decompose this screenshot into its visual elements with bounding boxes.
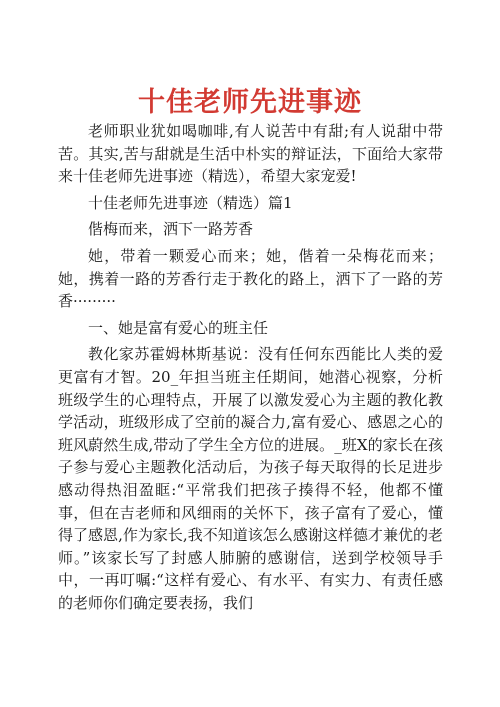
paragraph-opening: 她，带着一颗爱心而来；她，偕着一朵梅花而来；她，携着一路的芳香行走于教化的路上，洒下了一路的芳香········· <box>58 246 443 311</box>
document-body <box>58 120 443 614</box>
subsection-heading: 一、她是富有爱心的班主任 <box>88 318 269 337</box>
paragraph-intro: 老师职业犹如喝咖啡,有人说苦中有甜;有人说甜中带苦。其实,苦与甜就是生活中朴实的辩证法，下面给大家带来十佳老师先进事迹（精选），希望大家宠爱! <box>58 122 443 186</box>
document-title: 十佳老师先进事迹 <box>138 87 362 118</box>
paragraph-body: 教化家苏霍姆林斯基说：没有任何东西能比人类的爱更富有才智。20_年担当班主任期间，她潜心视察，分析班级学生的心理特点，开展了以激发爱心为主题的教化教学活动，班级形成了空前的凝合力,富有爱心、感恩之心的班风蔚然生成,带动了学生全方位的进展。_班X的家长在孩子参与爱心主题教化活动后，为孩子每天取得的长足进步感动得热泪盈眶:“平常我们把孩子揍得不轻，他都不懂事，但在吉老师和风细雨的关怀下，孩子富有了爱心，懂得了感恩,作为家长,我不知道该怎么感谢这样德才兼优的老师。”该家长写了封感人肺腑的感谢信，送到学校领导手中，一再叮嘱:“这样有爱心、有水平、有实力、有责任感的老师你们确定要表扬，我们 <box>58 345 443 612</box>
subtitle: 偕梅而来，洒下一路芳香 <box>88 220 254 239</box>
section-heading: 十佳老师先进事迹（精选）篇1 <box>88 193 293 212</box>
